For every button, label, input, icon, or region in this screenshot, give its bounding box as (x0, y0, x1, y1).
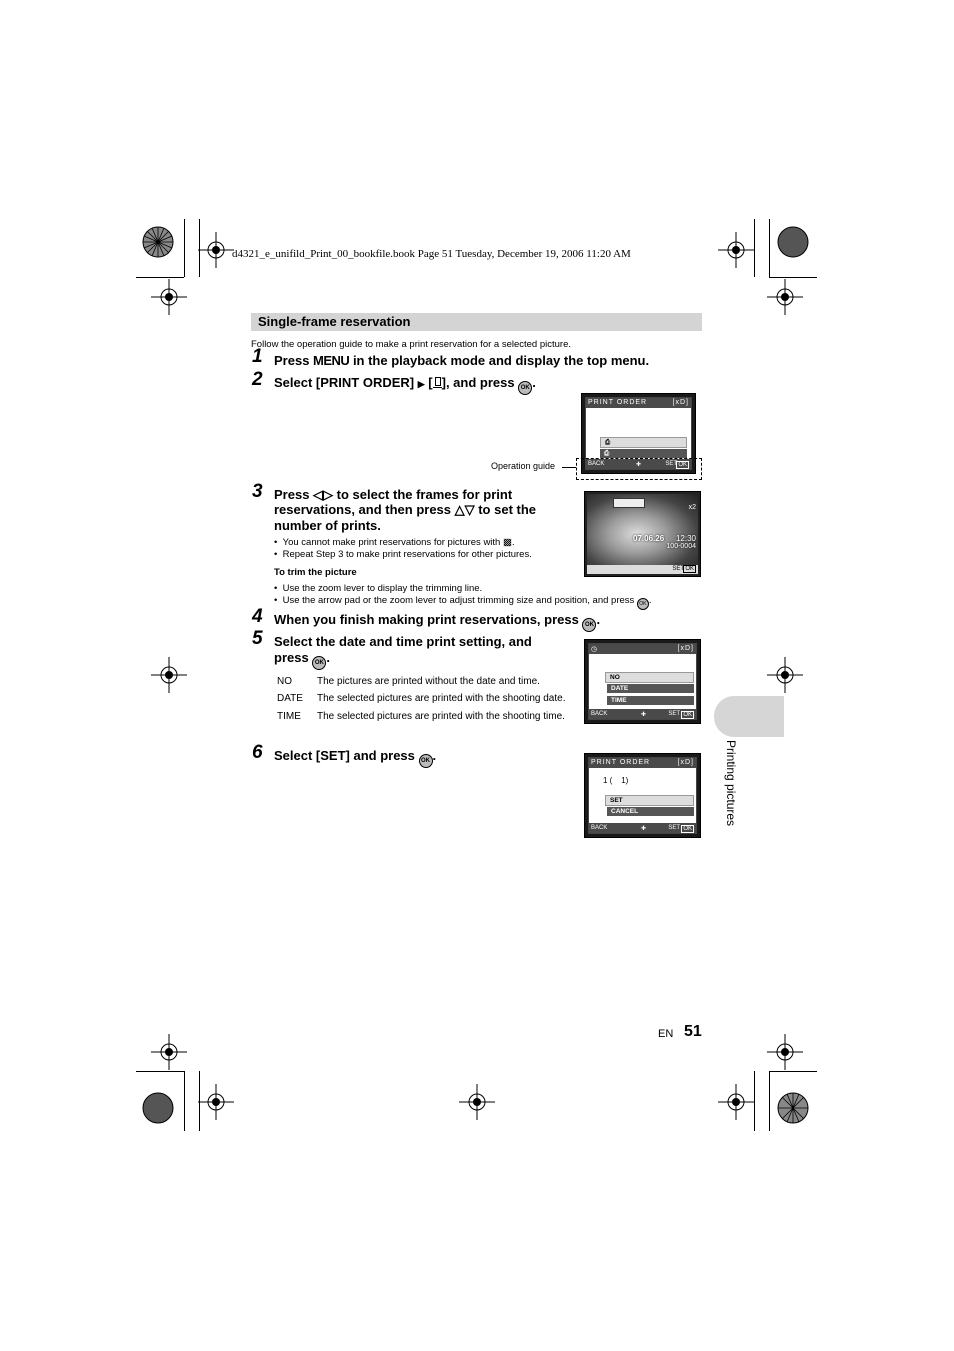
crosshair-icon (767, 1034, 803, 1070)
crop-mark (754, 1071, 755, 1131)
bullet-item: • You cannot make print reservations for pictures with ▩. (274, 537, 515, 548)
bullet-text: Use the arrow pad or the zoom lever to adjust trimming size and position, and press (282, 595, 635, 606)
menu-item-all-print[interactable] (600, 449, 687, 458)
chapter-side-label (714, 740, 744, 840)
crop-mark (136, 277, 184, 278)
file-header: d4321_e_unifild_Print_00_bookfile.book Page 51 Tuesday, December 19, 2006 11:20 AM (232, 248, 631, 260)
step-1-text-b: in the playback mode and display the top menu. (349, 353, 650, 368)
step-4-text: When you finish making print reservations, press OK . (274, 612, 600, 632)
ok-label: OK (685, 566, 694, 572)
menu-item-label: CANCEL (611, 808, 639, 815)
print-single-icon: ⎙ (605, 439, 611, 446)
ok-label: OK (678, 462, 687, 468)
crosshair-icon (767, 657, 803, 693)
camera-screen-date-menu (584, 639, 701, 724)
screen-titlebar (589, 644, 696, 654)
option-label: TIME (277, 711, 301, 722)
step-number: 5 (252, 628, 263, 649)
screen-title: PRINT ORDER (588, 399, 648, 406)
crosshair-icon (718, 232, 754, 268)
ok-button-icon: OK (312, 656, 326, 670)
step-2-text-a: Select [PRINT ORDER] (274, 375, 418, 390)
intro-text: Follow the operation guide to make a print reservation for a selected picture. (251, 339, 572, 350)
back-label: BACK (588, 461, 605, 467)
step-number: 3 (252, 481, 263, 502)
ok-button-icon: OK (419, 754, 433, 768)
menu-item-label: SET (610, 797, 623, 804)
step-2-text-d: . (532, 375, 536, 390)
back-label: BACK (591, 825, 608, 831)
crosshair-icon (198, 232, 234, 268)
photo-date: 07.06.26 (633, 534, 665, 543)
bullet-item: • Use the zoom lever to display the trimming line. (274, 583, 483, 594)
step-1-text-a: Press (274, 353, 314, 368)
crosshair-icon (151, 1034, 187, 1070)
crosshair-icon (459, 1084, 495, 1120)
step-3-line-2: reservations, and then press △▽ to set the (274, 502, 537, 517)
registration-starburst-icon (138, 222, 178, 262)
media-indicator: [xD] (672, 399, 689, 406)
menu-item-label: NO (610, 674, 620, 681)
crosshair-icon (151, 279, 187, 315)
ok-label: OK (683, 826, 692, 832)
print-single-icon (433, 377, 442, 388)
step-3-line-1: Press ◁▷ to select the frames for print (274, 487, 513, 502)
clock-icon: ◷ (591, 646, 599, 653)
menu-button-label: MENU (313, 353, 350, 368)
option-description: The pictures are printed without the date and time. (317, 676, 540, 687)
bullet-item: • Repeat Step 3 to make print reservations for other pictures. (274, 549, 532, 560)
step-5-text: press (274, 650, 309, 665)
operation-guide-highlight (576, 458, 702, 480)
operation-guide-bar (589, 823, 696, 833)
registration-starburst-icon (773, 1088, 813, 1128)
step-6-text-a: Select [SET] and press (274, 748, 415, 763)
back-label: BACK (591, 711, 608, 717)
print-count-indicator (613, 498, 645, 508)
crop-mark (769, 1071, 817, 1072)
print-all-icon: ⎙ (604, 450, 610, 457)
screen-titlebar (589, 758, 696, 768)
operation-guide-bar (589, 709, 696, 719)
movie-icon: ▩ (502, 537, 512, 548)
registration-dot-icon (138, 1088, 178, 1128)
bullet-text: Repeat Step 3 to make print reservations for other pictures. (282, 549, 532, 560)
crosshair-icon (151, 657, 187, 693)
step-4-text-a: When you finish making print reservations, press (274, 612, 579, 627)
crosshair-icon (718, 1084, 754, 1120)
trim-heading: To trim the picture (274, 567, 357, 578)
media-indicator: [xD] (677, 645, 694, 652)
menu-item-label: DATE (611, 685, 629, 692)
set-label: SET (672, 566, 684, 572)
bullet-item: • Use the arrow pad or the zoom lever to adjust trimming size and position, and press OK . (274, 595, 652, 610)
screen-title: PRINT ORDER (591, 759, 651, 766)
leader-line (562, 467, 576, 468)
option-description: The selected pictures are printed with the shooting time. (317, 711, 565, 722)
ok-button-icon: OK (518, 381, 532, 395)
menu-item-single-print[interactable] (600, 437, 687, 448)
photo-time: 12:30 (675, 534, 696, 543)
screen-titlebar (586, 398, 691, 408)
menu-item-label: TIME (611, 697, 627, 704)
camera-screen-photo (584, 491, 701, 577)
crop-mark (769, 219, 770, 277)
crop-mark (184, 1071, 185, 1131)
crop-mark (754, 219, 755, 277)
step-2-text (274, 375, 536, 395)
step-2-text-b: [ (424, 375, 433, 390)
menu-item-date[interactable] (607, 684, 694, 693)
dpad-icon: ✚ (641, 712, 647, 718)
option-label: NO (277, 676, 292, 687)
crosshair-icon (767, 279, 803, 315)
step-number: 1 (252, 346, 263, 367)
operation-guide-bar (587, 565, 698, 574)
media-indicator: [xD] (677, 759, 694, 766)
crop-mark (184, 219, 185, 277)
operation-guide-label: Operation guide (491, 461, 556, 471)
file-number: 100-0004 (666, 543, 696, 550)
arrow-right-icon: ▶ (417, 379, 425, 389)
print-count: 1 ( 1) (603, 776, 629, 785)
dpad-icon: ✚ (636, 462, 642, 468)
set-label: SET (665, 461, 677, 467)
page-number: 51 (684, 1023, 702, 1040)
registration-dot-icon (773, 222, 813, 262)
language-code: EN (658, 1028, 674, 1040)
option-label: DATE (277, 693, 303, 704)
step-1-text (274, 353, 649, 369)
section-title-bar (251, 313, 702, 331)
step-number: 4 (252, 606, 263, 627)
crop-mark (136, 1071, 184, 1072)
step-5-line-2: press OK . (274, 650, 330, 670)
option-description: The selected pictures are printed with the shooting date. (317, 693, 566, 704)
step-6-text: Select [SET] and press OK . (274, 748, 436, 768)
section-title: Single-frame reservation (258, 314, 411, 329)
ok-label: OK (683, 712, 692, 718)
step-3-line-3: number of prints. (274, 518, 381, 533)
ok-button-icon: OK (637, 598, 649, 610)
bullet-text: You cannot make print reservations for pictures with (282, 537, 501, 548)
camera-screen-print-confirm (584, 753, 701, 838)
menu-item-no[interactable] (605, 672, 694, 683)
step-5-line-1: Select the date and time print setting, and (274, 634, 532, 649)
set-label: SET (668, 711, 680, 717)
crosshair-icon (198, 1084, 234, 1120)
chapter-tab (714, 696, 784, 737)
menu-item-time[interactable] (607, 696, 694, 705)
step-number: 2 (252, 369, 263, 390)
step-number: 6 (252, 742, 263, 763)
menu-item-set[interactable] (605, 795, 694, 806)
zoom-indicator: x2 (688, 504, 696, 511)
dpad-icon: ✚ (641, 826, 647, 832)
ok-button-icon: OK (582, 618, 596, 632)
set-label: SET (668, 825, 680, 831)
step-2-text-c: ], and press (441, 375, 519, 390)
crop-mark (769, 1071, 770, 1131)
bullet-text: Use the zoom lever to display the trimming line. (282, 583, 483, 594)
chapter-label-text: Printing pictures (724, 740, 738, 827)
crop-mark (769, 277, 817, 278)
menu-item-cancel[interactable] (607, 807, 694, 816)
